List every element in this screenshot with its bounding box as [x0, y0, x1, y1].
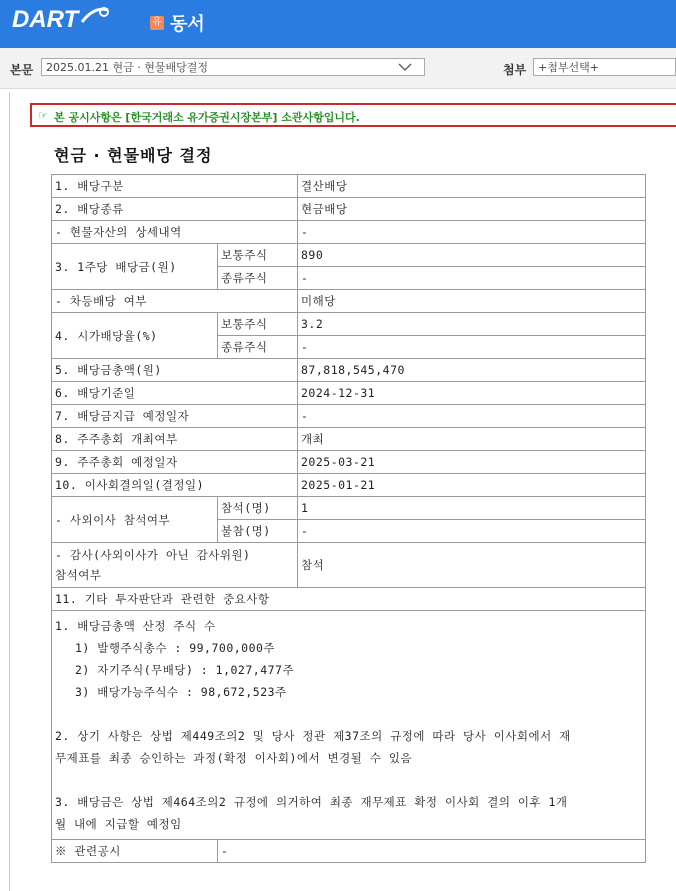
- table-row: [52, 175, 646, 198]
- table-row: [52, 497, 646, 520]
- table-row: [52, 543, 646, 588]
- document-toolbar: [0, 48, 676, 89]
- row-label: 6. 배당기준일: [52, 382, 298, 405]
- row-label: - 현물자산의 상세내역: [52, 221, 298, 244]
- row-sublabel: 보통주식: [218, 244, 298, 267]
- note-1a: 1) 발행주식총수 : 99,700,000주: [75, 641, 276, 655]
- table-row: [52, 313, 646, 336]
- note-1b: 2) 자기주식(무배당) : 1,027,477주: [75, 663, 295, 677]
- row-value: 현금배당: [298, 198, 646, 221]
- logo-swoosh-icon: [80, 4, 110, 30]
- attach-label: 첨부: [503, 63, 527, 77]
- table-row: [52, 244, 646, 267]
- listing-badge: 유: [150, 16, 164, 30]
- body-select-value: 2025.01.21 현금 · 현물배당결정: [46, 61, 208, 74]
- company-name: 동서: [170, 14, 205, 35]
- table-row: [52, 221, 646, 244]
- row-value: 미해당: [298, 290, 646, 313]
- audit-label-line2: 참석여부: [55, 568, 102, 582]
- table-row: [52, 198, 646, 221]
- row-value: -: [218, 840, 646, 863]
- table-row: [52, 611, 646, 840]
- table-row: [52, 428, 646, 451]
- row-value: 참석: [298, 543, 646, 588]
- audit-label-line1: - 감사(사외이사가 아닌 감사위원): [55, 548, 251, 562]
- attach-select-value: +첨부선택+: [538, 61, 599, 74]
- note-spacer: [55, 703, 641, 725]
- table-row: [52, 451, 646, 474]
- note-3-line2: 월 내에 지급할 예정임: [55, 817, 182, 831]
- table-row: [52, 405, 646, 428]
- attach-select[interactable]: [533, 58, 676, 76]
- jurisdiction-notice: [30, 103, 676, 127]
- row-label: 4. 시가배당율(%): [52, 313, 218, 359]
- row-value: 890: [298, 244, 646, 267]
- row-value: 3.2: [298, 313, 646, 336]
- row-value: 2025-01-21: [298, 474, 646, 497]
- table-row: [52, 474, 646, 497]
- note-spacer: [55, 769, 641, 791]
- body-select[interactable]: [41, 58, 425, 76]
- row-sublabel: 불참(명): [218, 520, 298, 543]
- note-3-line1: 3. 배당금은 상법 제464조의2 규정에 의거하여 최종 재무제표 확정 이사회 결의 이후 1개: [55, 795, 568, 809]
- row-label: 1. 배당구분: [52, 175, 298, 198]
- row-value: 87,818,545,470: [298, 359, 646, 382]
- row-label: 5. 배당금총액(원): [52, 359, 298, 382]
- row-value: 2025-03-21: [298, 451, 646, 474]
- note-1c: 3) 배당가능주식수 : 98,672,523주: [75, 685, 287, 699]
- row-label: - 차등배당 여부: [52, 290, 298, 313]
- row-sublabel: 종류주식: [218, 336, 298, 359]
- row-value: -: [298, 267, 646, 290]
- row-label: 7. 배당금지급 예정일자: [52, 405, 298, 428]
- row-value: 개최: [298, 428, 646, 451]
- notice-text: 본 공시사항은 [한국거래소 유가증권시장본부] 소관사항입니다.: [54, 111, 360, 124]
- note-1: 1. 배당금총액 산정 주식 수: [55, 619, 216, 633]
- table-row: [52, 840, 646, 863]
- app-header: [0, 0, 676, 48]
- pointing-hand-icon: ☞: [38, 109, 48, 122]
- table-row: [52, 588, 646, 611]
- row-value: 결산배당: [298, 175, 646, 198]
- row-sublabel: 보통주식: [218, 313, 298, 336]
- page-title: 현금 · 현물배당 결정: [54, 146, 213, 165]
- row-label: 2. 배당종류: [52, 198, 298, 221]
- row-label: 9. 주주총회 예정일자: [52, 451, 298, 474]
- body-label: 본문: [10, 63, 34, 77]
- row-value: -: [298, 336, 646, 359]
- row-label: - 사외이사 참석여부: [52, 497, 218, 543]
- row-value: -: [298, 520, 646, 543]
- row-sublabel: 참석(명): [218, 497, 298, 520]
- frame-divider: [9, 92, 10, 891]
- row-sublabel: 종류주식: [218, 267, 298, 290]
- row-value: 2024-12-31: [298, 382, 646, 405]
- table-row: [52, 290, 646, 313]
- row-value: -: [298, 405, 646, 428]
- row-label: 10. 이사회결의일(결정일): [52, 474, 298, 497]
- row-value: 1: [298, 497, 646, 520]
- chevron-down-icon: [398, 62, 412, 72]
- table-row: [52, 359, 646, 382]
- dividend-table: [51, 174, 646, 863]
- note-2-line2: 무제표를 최종 승인하는 과정(확정 이사회)에서 변경될 수 있음: [55, 751, 413, 765]
- row-label: ※ 관련공시: [52, 840, 218, 863]
- row-value: -: [298, 221, 646, 244]
- row-label: 8. 주주총회 개최여부: [52, 428, 298, 451]
- notes-cell: [52, 611, 646, 840]
- note-2-line1: 2. 상기 사항은 상법 제449조의2 및 당사 정관 제37조의 규정에 따라 당사 이사회에서 재: [55, 729, 571, 743]
- row-label: 11. 기타 투자판단과 관련한 중요사항: [52, 588, 646, 611]
- dart-logo[interactable]: DART: [12, 6, 79, 33]
- row-label: [52, 543, 298, 588]
- table-row: [52, 382, 646, 405]
- row-label: 3. 1주당 배당금(원): [52, 244, 218, 290]
